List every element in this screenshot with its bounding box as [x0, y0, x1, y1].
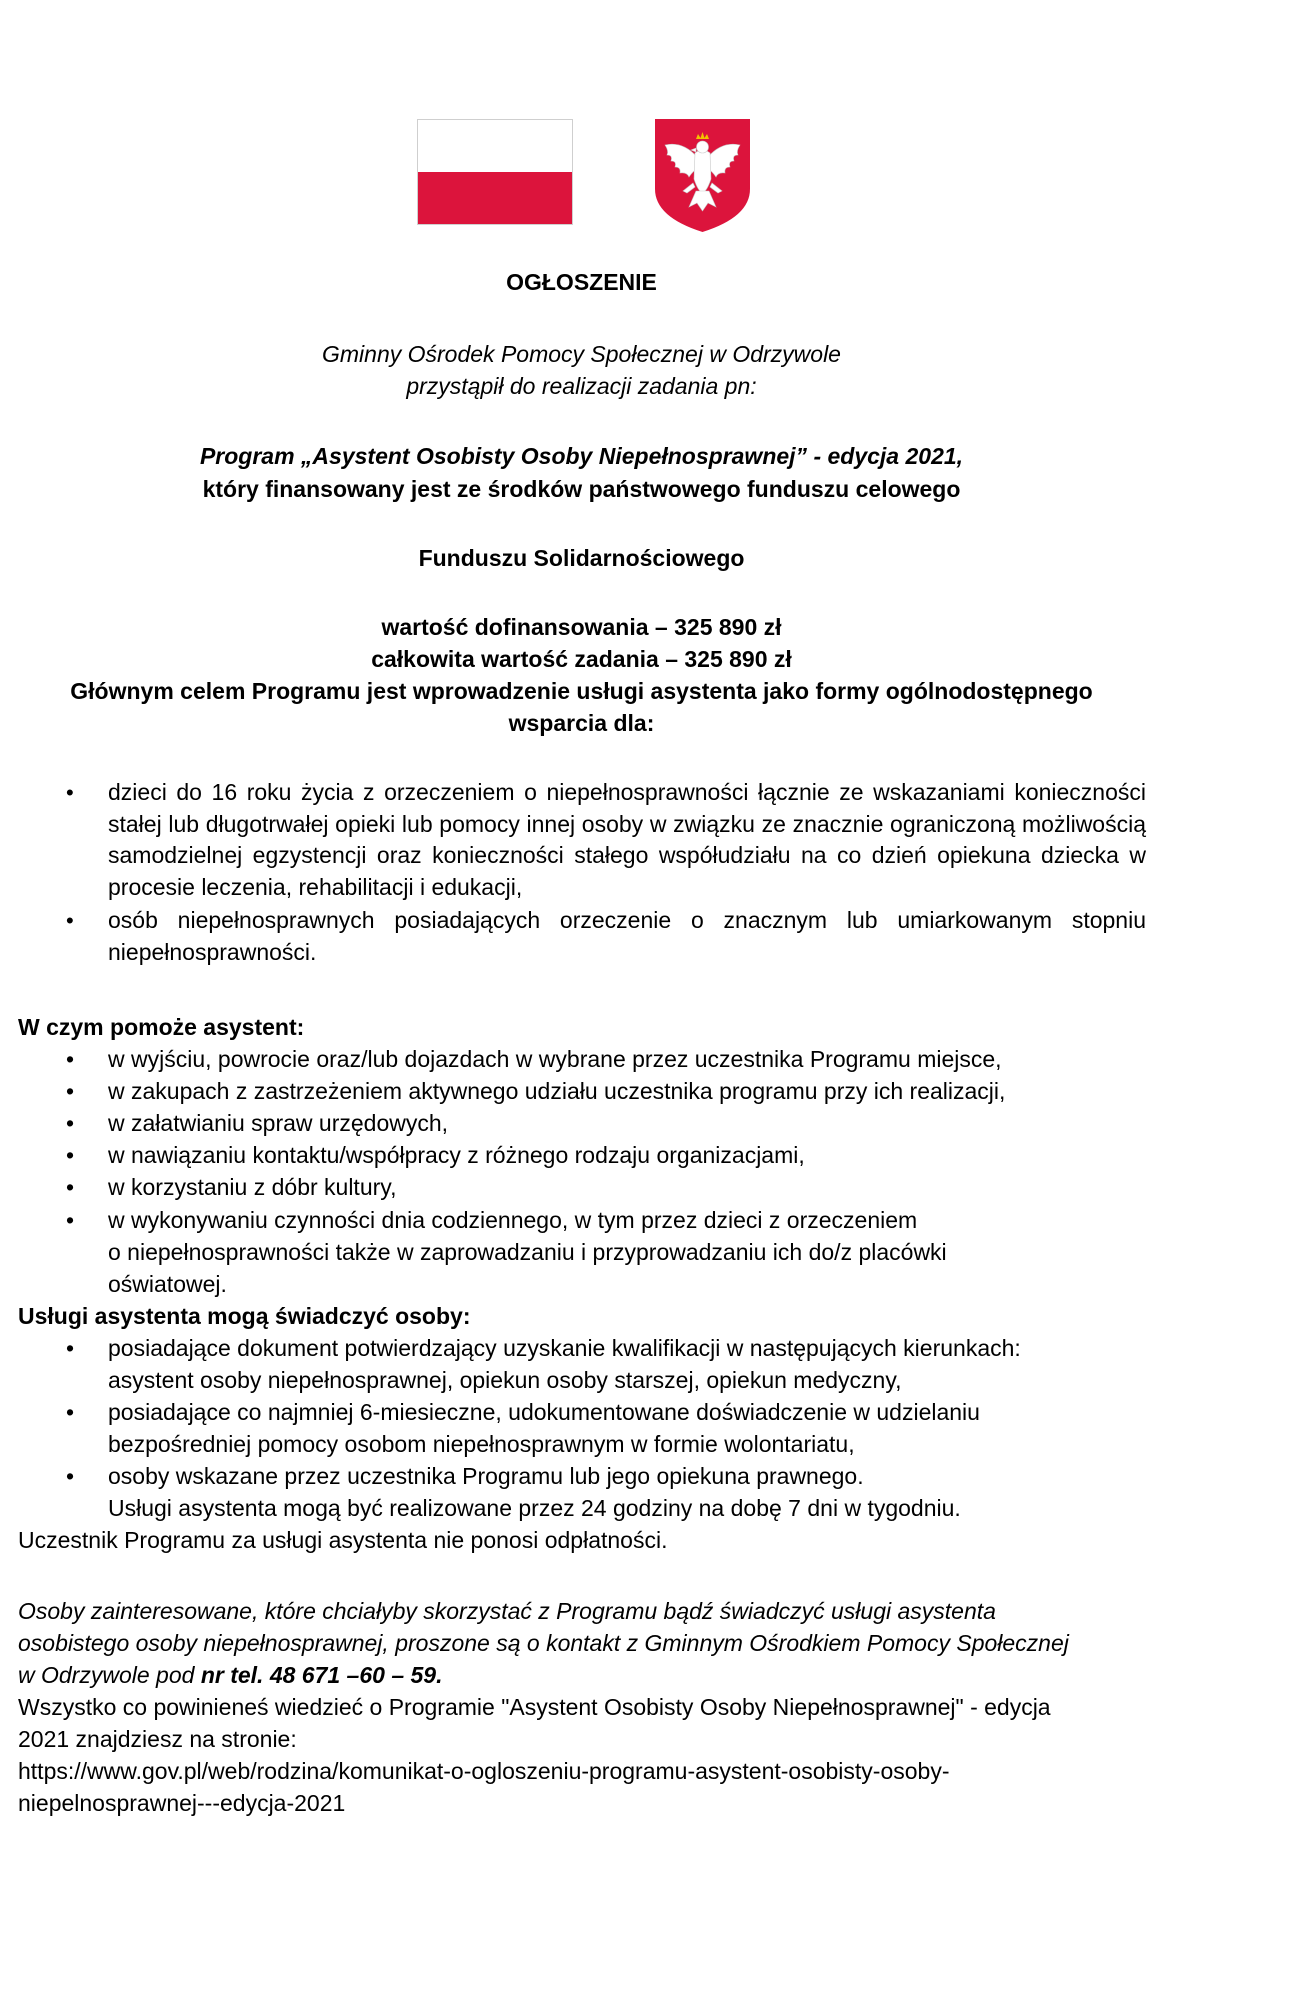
list-item-continuation: bezpośredniej pomocy osobom niepełnosprawnym w formie wolontariatu, — [108, 1431, 855, 1457]
contact-location: w Odrzywole pod — [18, 1662, 201, 1688]
bullet: • — [66, 1399, 75, 1425]
page-title: OGŁOSZENIE — [506, 269, 657, 295]
list-item-continuation: asystent osoby niepełnosprawnej, opiekun osoby starszej, opiekun medyczny, — [108, 1367, 902, 1393]
list-item: w korzystaniu z dóbr kultury, — [108, 1174, 397, 1200]
list-item: posiadające dokument potwierdzający uzyskanie kwalifikacji w następujących kierunkach: — [108, 1335, 1021, 1361]
coat-of-arms-icon — [653, 117, 752, 234]
contact-text-2: osobistego osoby niepełnosprawnej, proszone są o kontakt z Gminnym Ośrodkiem Pomocy Społecznej — [18, 1630, 1069, 1656]
info-text: Wszystko co powinieneś wiedzieć o Programie "Asystent Osobisty Osoby Niepełnosprawnej" - edycja — [18, 1694, 1051, 1720]
help-heading: W czym pomoże asystent: — [18, 1014, 305, 1040]
bullet: • — [66, 908, 74, 933]
bullet: • — [66, 1463, 75, 1489]
bullet: • — [66, 780, 74, 805]
bullet: • — [66, 1078, 75, 1104]
program-goal: Głównym celem Programu jest wprowadzenie usługi asystenta jako formy ogólnodostępnego — [70, 678, 1093, 704]
phone-number: nr tel. 48 671 –60 – 59. — [200, 1662, 443, 1688]
list-item: w wykonywaniu czynności dnia codziennego, w tym przez dzieci z orzeczeniem — [108, 1207, 918, 1233]
program-url[interactable]: https://www.gov.pl/web/rodzina/komunikat-o-ogloszeniu-programu-asystent-osobisty-osoby- — [18, 1758, 950, 1784]
flag-red-stripe — [418, 172, 572, 224]
bullet: • — [66, 1335, 75, 1361]
organization-line-2: przystąpił do realizacji zadania pn: — [406, 373, 757, 399]
list-item: osoby wskazane przez uczestnika Programu lub jego opiekuna prawnego. — [108, 1463, 864, 1489]
total-value: całkowita wartość zadania – 325 890 zł — [371, 646, 792, 672]
list-item — [20, 777, 1146, 907]
list-item: w zakupach z zastrzeżeniem aktywnego udziału uczestnika programu przy ich realizacji, — [108, 1078, 1006, 1104]
list-item-continuation: oświatowej. — [108, 1271, 227, 1297]
program-url-continuation[interactable]: niepelnosprawnej---edycja-2021 — [18, 1790, 346, 1816]
organization-line: Gminny Ośrodek Pomocy Społecznej w Odrzywole — [322, 341, 841, 367]
list-item: w nawiązaniu kontaktu/współpracy z różnego rodzaju organizacjami, — [108, 1142, 805, 1168]
cofinancing-value: wartość dofinansowania – 325 890 zł — [381, 614, 782, 640]
fund-name: Funduszu Solidarnościowego — [418, 545, 745, 571]
funding-source: który finansowany jest ze środków państwowego funduszu celowego — [202, 476, 961, 502]
bullet: • — [66, 1110, 75, 1136]
contact-text-3 — [18, 1659, 442, 1691]
providers-heading: Usługi asystenta mogą świadczyć osoby: — [18, 1303, 471, 1329]
bullet: • — [66, 1174, 75, 1200]
bullet: • — [66, 1142, 75, 1168]
list-item: posiadające co najmniej 6-miesieczne, udokumentowane doświadczenie w udzielaniu — [108, 1399, 980, 1425]
list-item — [20, 905, 1146, 971]
contact-text: Osoby zainteresowane, które chciałyby skorzystać z Programu bądź świadczyć usługi asystenta — [18, 1598, 996, 1624]
list-item: w załatwianiu spraw urzędowych, — [108, 1110, 449, 1136]
program-name: Program „Asystent Osobisty Osoby Niepełnosprawnej” - edycja 2021, — [199, 443, 964, 469]
program-goal-2: wsparcia dla: — [508, 710, 655, 736]
flag-white-stripe — [418, 120, 572, 172]
list-item-text: dzieci do 16 roku życia z orzeczeniem o niepełnosprawności łącznie ze wskazaniami konieczności stałej lub długotrwałej opieki lub pomocy innej osoby w związku ze znacznie ograniczoną możliwością samodzielnej egzystencji oraz konieczności stałego współudziału na co dzień opiekuna dziecka w procesie leczenia, rehabilitacji i edukacji, — [108, 779, 1146, 900]
info-text-2: 2021 znajdziesz na stronie: — [18, 1726, 297, 1752]
polish-flag — [417, 119, 573, 225]
bullet: • — [66, 1046, 75, 1072]
bullet: • — [66, 1207, 75, 1233]
free-of-charge-note: Uczestnik Programu za usługi asystenta nie ponosi odpłatności. — [18, 1527, 668, 1553]
list-item: w wyjściu, powrocie oraz/lub dojazdach w wybrane przez uczestnika Programu miejsce, — [108, 1046, 1002, 1072]
list-item-continuation: o niepełnosprawności także w zaprowadzaniu i przyprowadzaniu ich do/z placówki — [108, 1239, 947, 1265]
service-hours: Usługi asystenta mogą być realizowane przez 24 godziny na dobę 7 dni w tygodniu. — [108, 1495, 961, 1521]
list-item-text: osób niepełnosprawnych posiadających orzeczenie o znacznym lub umiarkowanym stopniu niepełnosprawności. — [108, 907, 1146, 965]
